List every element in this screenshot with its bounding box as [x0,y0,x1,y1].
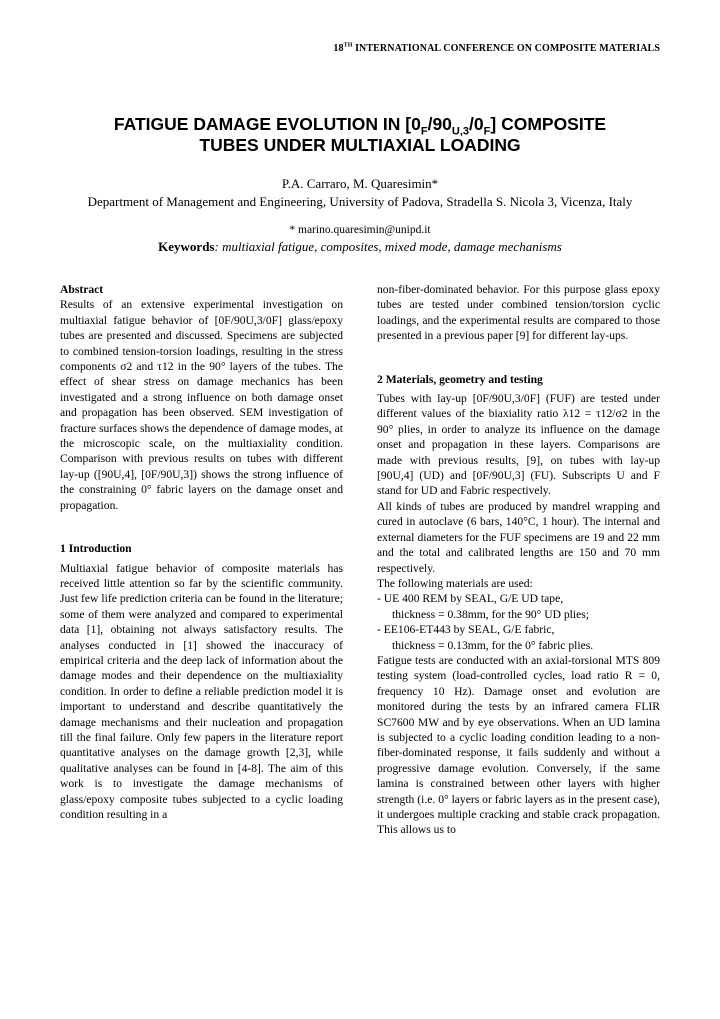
material-item-2-detail: thickness = 0.13mm, for the 0° fabric plies. [392,638,594,652]
conf-name: INTERNATIONAL CONFERENCE ON COMPOSITE MATERIALS [352,43,660,54]
title-line-2: TUBES UNDER MULTIAXIAL LOADING [199,135,521,155]
right-column [377,282,660,838]
keywords-text: : multiaxial fatigue, composites, mixed mode, damage mechanisms [214,239,562,254]
keywords-label: Keywords [158,239,215,254]
material-item-1-detail: thickness = 0.38mm, for the 90° UD plies; [392,607,589,621]
intro-continuation: non-fiber-dominated behavior. For this purpose glass epoxy tubes are tested under combined tension/torsion cyclic loadings, and the experimental results are compared to those presented in a previous paper [9] for different lay-ups. [377,283,660,343]
materials-heading: 2 Materials, geometry and testing [377,372,543,386]
conf-number: 18 [333,43,344,54]
materials-text-1: Tubes with lay-up [0F/90U,3/0F] (FUF) are tested under different values of the biaxiality ratio λ12 = τ12/σ2 in the 90° plies, in order to analyze its influence on the damage onset and propagation in these layers. Comparisons are made with previous results, [9], on tubes with lay-up [90U,4] (UD) and [0F/90U,3] (FU). Subscripts U and F stand for UD and Fabric respectively. [377,392,660,498]
paper-title [60,114,660,156]
intro-text: Multiaxial fatigue behavior of composite materials has received little attention so far by the scientific community. Just few life prediction criteria can be found in the literature; some of them were analyzed and compared to experimental data [1], obtaining not always satisfactory results. The analyses conducted in [1] showed the inaccuracy of empirical criteria and the deep lack of information about the damage modes and their dependence on the multiaxiality condition. In order to define a reliable prediction model it is important to understand and describe quantitatively the damage mechanisms and their nucleation and propagation till the final failure. Only few papers in the literature report quantitative analyses on the damage growth [2,3], while qualitative analyses can be found in [4-8]. The aim of this work is to investigate the damage mechanisms of glass/epoxy composite tubes subjected to a cyclic loading condition resulting in a [60,561,343,821]
left-column [60,282,343,822]
materials-text-4: Fatigue tests are conducted with an axial-torsional MTS 809 testing system (load-controlled cycles, load ratio R = 0, frequency 10 Hz). Damage onset and evolution are monitored during the tests by an infrared camera FLIR SC7600 MW and by eye observations. When an UD lamina is subjected to a cyclic loading condition leading to a non-fiber-dominated response, it fails suddenly and without a progressive damage evolution. Conversely, if the same lamina is constrained between other layers with higher strength (i.e. 0° layers or fabric layers as in the present case), it undergoes multiple cracking and stable crack propagation. This allows us to [377,653,660,837]
abstract-heading: Abstract [60,283,104,296]
title-line-1: FATIGUE DAMAGE EVOLUTION IN $[0_F/90_{U,3}/0_F]$ COMPOSITE [113,114,607,138]
materials-text-2: All kinds of tubes are produced by mandrel wrapping and cured in autoclave (6 bars, 140°C, 1 hour). The internal and external diameters for the FUF specimens are 19 and 22 mm and the total and calibrated lengths are 150 and 70 mm respectively. [377,499,660,575]
authors: P.A. Carraro, M. Quaresimin* [281,176,439,191]
affiliation: Department of Management and Engineering, University of Padova, Stradella S. Nicola 3, Vicenza, Italy [87,194,633,209]
conf-suffix: TH [343,42,353,49]
material-item-1: - UE 400 REM by SEAL, G/E UD tape, [377,592,564,606]
materials-text-3: The following materials are used: [377,576,533,590]
intro-heading: 1 Introduction [60,542,132,556]
keywords [60,239,660,255]
abstract-text: Results of an extensive experimental investigation on multiaxial fatigue behavior of [0F/90U,3/0F] glass/epoxy tubes are presented and discussed. Specimens are subjected to combined tension-torsion loadings, resulting in the stress components σ2 and τ12 in the 90° layers of the tubes. The effect of shear stress on damage mechanics has been investigated and a strong influence on both damage onset and propagation has been observed. SEM investigation of fracture surfaces shows the dependence of damage modes, at the microscopic scale, on the multiaxiality condition. Comparison with previous results on tubes with different lay-up ([90U,4], [0F/90U,3]) shows the strong influence of the constraining 0° fabric layers on the damage onset and propagation. [60,298,343,512]
material-item-2: - EE106-ET443 by SEAL, G/E fabric, [377,623,555,637]
email: * marino.quaresimin@unipd.it [289,224,431,236]
